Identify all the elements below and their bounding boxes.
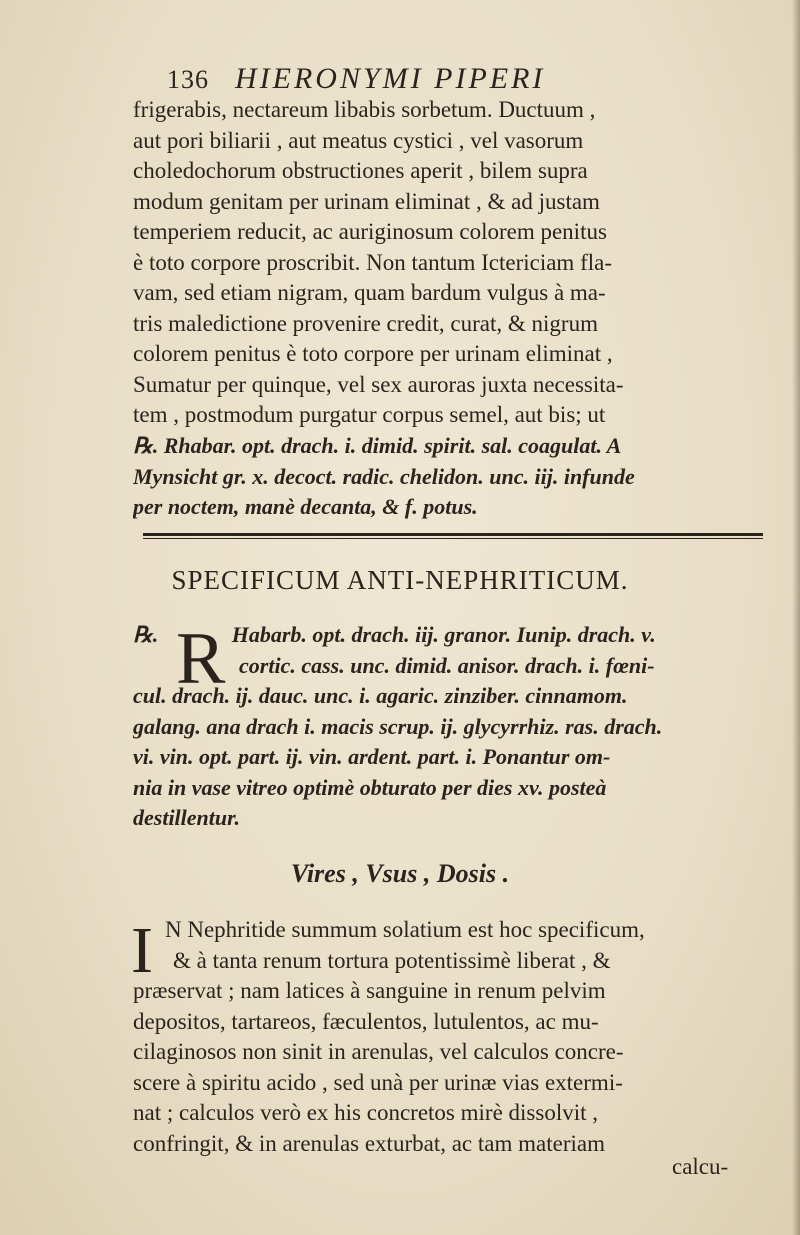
section-rule-thin — [143, 538, 763, 539]
subheading: Vires , Vsus , Dosis . — [290, 859, 510, 888]
recipe-symbol: ℞. — [133, 622, 159, 647]
running-title: HIERONYMI PIPERI — [235, 62, 546, 95]
text-line: depositos, tartareos, fæculentos, lutulentos, ac mu- — [133, 1008, 599, 1034]
text-line: nat ; calculos verò ex his concretos mirè dissolvit , — [133, 1100, 598, 1125]
recipe-line: nia in vase vitreo optimè obturato per dies xv. posteà — [133, 774, 607, 800]
paragraph-1 — [133, 95, 768, 431]
paragraph-2 — [133, 915, 768, 1159]
text-line: confringit, & in arenulas exturbat, ac tam materiam — [133, 1130, 605, 1156]
recipe-line — [133, 620, 768, 651]
page-number: 136 — [167, 65, 209, 94]
recipe-line: Mynsicht gr. x. decoct. radic. chelidon. unc. iij. infunde — [133, 463, 635, 489]
text-line: colorem penitus è toto corpore per urinam eliminat , — [133, 341, 613, 366]
drop-cap-i: I — [131, 914, 153, 987]
text-line: temperiem reducit, ac auriginosum colorem penitus — [133, 219, 607, 244]
recipe-text: cortic. cass. unc. dimid. anisor. drach. i. fœni- — [239, 652, 655, 678]
section-heading: SPECIFICUM ANTI-NEPHRITICUM. — [171, 565, 629, 595]
text-line: frigerabis, nectareum libabis sorbetum. Ductuum , — [133, 97, 596, 122]
text-line: tris maledictione provenire credit, curat, & nigrum — [133, 310, 598, 336]
text-line: scere à spiritu acido , sed unà per urinæ vias extermi- — [133, 1069, 623, 1095]
running-head — [167, 62, 687, 96]
recipe-line: vi. vin. opt. part. ij. vin. ardent. part. i. Ponantur om- — [133, 744, 611, 769]
text-line: è toto corpore proscribit. Non tantum Ictericiam fla- — [133, 249, 612, 275]
text-line: Sumatur per quinque, vel sex auroras juxta necessita- — [133, 371, 624, 397]
section-rule — [143, 533, 763, 536]
text-line: choledochorum obstructiones aperit , bilem supra — [133, 158, 588, 183]
drop-cap-r: R — [176, 618, 226, 700]
text-line: vam, sed etiam nigram, quam bardum vulgus à ma- — [133, 280, 606, 305]
catchword: calcu- — [672, 1154, 729, 1179]
text-line: modum genitam per urinam eliminat , & ad justam — [133, 188, 600, 214]
text-line: aut pori biliarii , aut meatus cystici , vel vasorum — [133, 127, 584, 153]
text-line: N Nephritide summum solatium est hoc specificum, — [165, 917, 645, 942]
recipe-1 — [133, 431, 768, 523]
recipe-2 — [133, 620, 768, 834]
recipe-line: destillentur. — [133, 805, 240, 830]
text-line: tem , postmodum purgatur corpus semel, aut bis; ut — [133, 402, 606, 427]
recipe-line: galang. ana drach i. macis scrup. ij. glycyrrhiz. ras. drach. — [133, 713, 663, 739]
recipe-text: Habarb. opt. drach. iij. granor. Iunip. drach. v. — [231, 622, 656, 647]
text-line: cilaginosos non sinit in arenulas, vel calculos concre- — [133, 1039, 624, 1064]
text-line: præservat ; nam latices à sanguine in renum pelvim — [133, 978, 606, 1003]
text-line: & à tanta renum tortura potentissimè liberat , & — [173, 947, 611, 973]
recipe-line: cul. drach. ij. dauc. unc. i. agaric. zinziber. cinnamom. — [133, 683, 628, 708]
page-edge-shadow — [792, 0, 800, 1235]
recipe-line: per noctem, manè decanta, & f. potus. — [133, 494, 478, 519]
recipe-line: ℞. Rhabar. opt. drach. i. dimid. spirit. sal. coagulat. A — [133, 433, 622, 458]
recipe-line — [133, 651, 768, 682]
